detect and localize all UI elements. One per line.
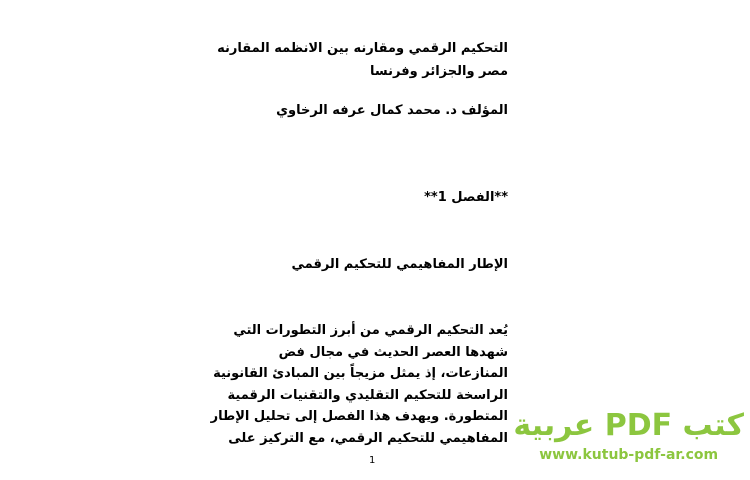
document-title: [217, 37, 508, 83]
paragraph-line: المفاهيمي للتحكيم الرقمي، مع التركيز على: [228, 430, 508, 446]
section-title: الإطار المفاهيمي للتحكيم الرقمي: [291, 257, 508, 272]
paragraph-line: شهدها العصر الحديث في مجال فض: [278, 344, 508, 360]
watermark-logo: [513, 408, 744, 464]
author-line: المؤلف د. محمد كمال عرفه الرخاوي: [276, 103, 508, 118]
title-line-2: مصر والجزائر وفرنسا: [370, 64, 508, 79]
paragraph-line: المتطورة. ويهدف هذا الفصل إلى تحليل الإطار: [210, 409, 508, 425]
watermark-title: كتب PDF عربية: [513, 408, 744, 443]
page-number: 1: [369, 455, 376, 466]
paragraph-line: يُعد التحكيم الرقمي من أبرز التطورات التي: [233, 323, 508, 338]
paragraph-line: الراسخة للتحكيم التقليدي والتقنيات الرقمية: [227, 387, 508, 403]
chapter-heading: **الفصل 1**: [424, 190, 508, 205]
title-line-1: التحكيم الرقمي ومقارنه بين الانظمه المقارنه: [217, 41, 508, 56]
watermark-url: www.kutub-pdf-ar.com: [539, 447, 719, 463]
body-paragraph: [211, 320, 508, 450]
paragraph-line: المنازعات، إذ يمثل مزيجاً بين المبادئ القانونية: [213, 366, 508, 382]
